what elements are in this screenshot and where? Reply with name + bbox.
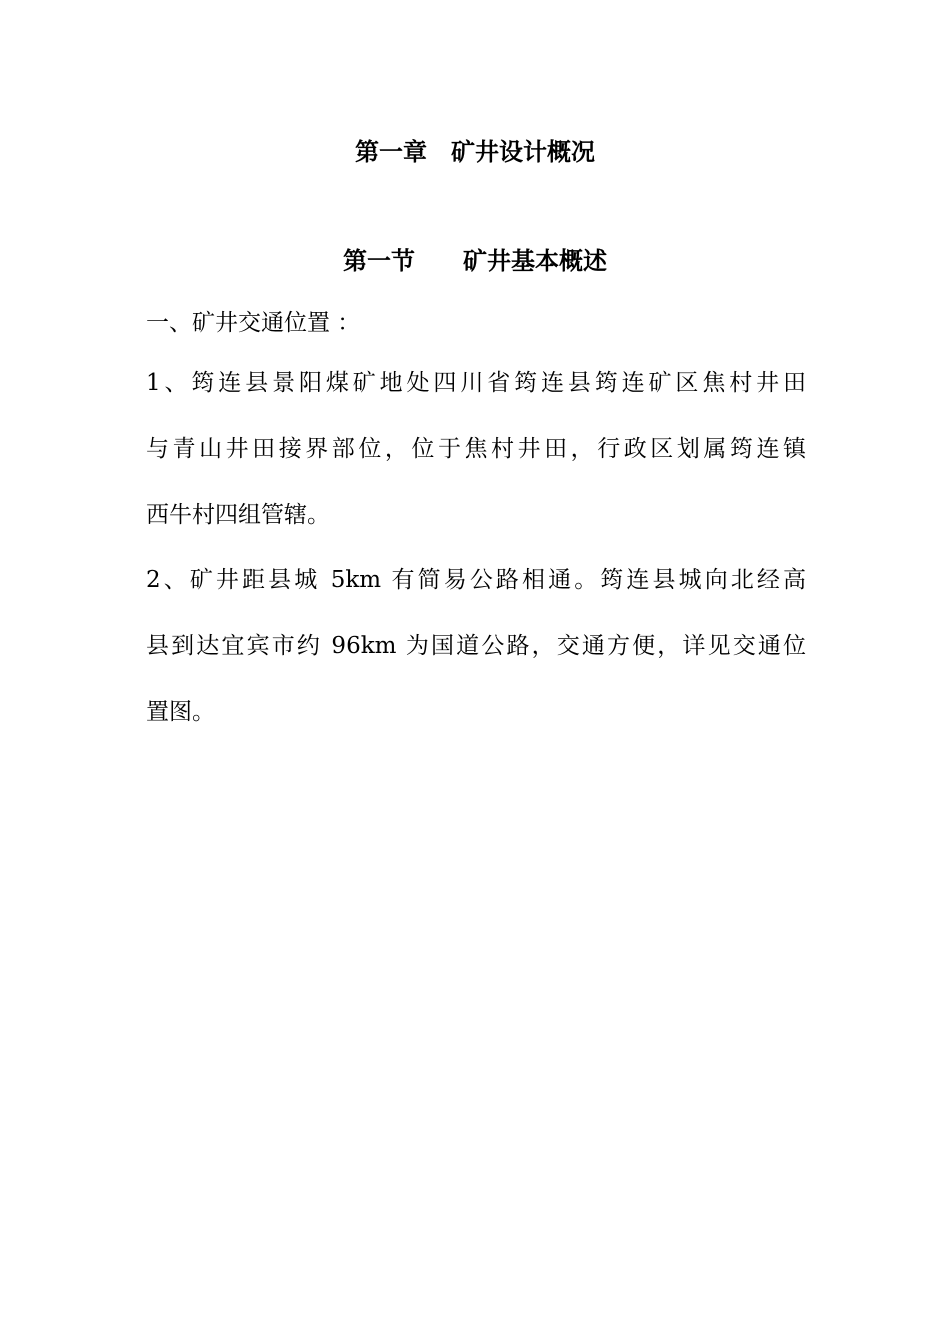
- section-title: 第一节 矿井基本概述: [343, 247, 607, 275]
- paragraph-line: 1、筠连县景阳煤矿地处四川省筠连县筠连矿区焦村井田: [146, 370, 806, 396]
- chapter-title: 第一章 矿井设计概况: [355, 138, 595, 166]
- subsection-heading: 一、矿井交通位置 ：: [146, 310, 361, 336]
- paragraph-location: [146, 366, 806, 564]
- paragraph-transport: [146, 563, 806, 761]
- paragraph-line: 西牛村四组管辖。: [146, 502, 330, 528]
- paragraph-line: 县到达宜宾市约 96km 为国道公路，交通方便，详见交通位: [146, 633, 806, 659]
- paragraph-line: 2、矿井距县城 5km 有简易公路相通。筠连县城向北经高: [146, 567, 806, 593]
- paragraph-line: 置图。: [146, 699, 215, 725]
- paragraph-line: 与青山井田接界部位，位于焦村井田，行政区划属筠连镇: [146, 436, 806, 462]
